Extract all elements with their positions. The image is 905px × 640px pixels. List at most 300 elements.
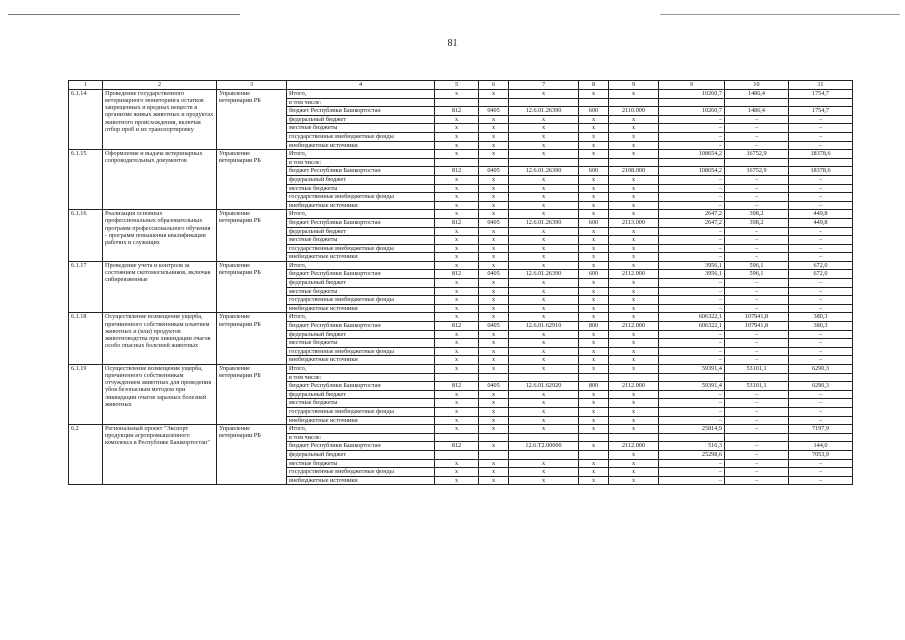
code-cell: x — [435, 356, 479, 365]
code-cell: x — [479, 210, 509, 219]
code-cell: x — [579, 236, 609, 245]
code-cell: x — [509, 132, 579, 141]
code-cell: 600 — [579, 218, 609, 227]
code-cell: x — [435, 244, 479, 253]
code-cell: x — [609, 356, 659, 365]
code-cell: x — [579, 90, 609, 99]
code-cell: x — [579, 347, 609, 356]
amount-cell: 7053,9 — [789, 450, 853, 459]
code-cell — [435, 433, 479, 442]
code-cell: x — [509, 124, 579, 133]
code-cell: x — [609, 425, 659, 434]
amount-cell: – — [789, 339, 853, 348]
amount-cell: – — [725, 236, 789, 245]
column-header: 5 — [435, 81, 479, 90]
amount-cell — [659, 373, 725, 382]
code-cell: 800 — [579, 322, 609, 331]
amount-cell: – — [725, 399, 789, 408]
code-cell: x — [479, 304, 509, 313]
code-cell: x — [609, 399, 659, 408]
funding-source-cell: Итого, — [287, 150, 435, 159]
amount-cell: – — [725, 425, 789, 434]
code-cell: x — [609, 339, 659, 348]
column-header: 8 — [579, 81, 609, 90]
code-cell: x — [579, 193, 609, 202]
amount-cell: – — [789, 184, 853, 193]
code-cell — [479, 433, 509, 442]
amount-cell: 596,1 — [725, 261, 789, 270]
code-cell: x — [609, 261, 659, 270]
code-cell — [579, 450, 609, 459]
code-cell: x — [609, 468, 659, 477]
code-cell: x — [435, 201, 479, 210]
code-cell: x — [509, 407, 579, 416]
amount-cell: – — [659, 141, 725, 150]
code-cell: 812 — [435, 107, 479, 116]
code-cell: x — [509, 365, 579, 374]
amount-cell: – — [659, 201, 725, 210]
funding-source-cell: внебюджетные источники — [287, 304, 435, 313]
code-cell: 12.6.01.62910 — [509, 322, 579, 331]
code-cell: x — [509, 416, 579, 425]
code-cell: 0405 — [479, 107, 509, 116]
amount-cell: 1486,4 — [725, 90, 789, 99]
code-cell: x — [479, 201, 509, 210]
code-cell: x — [435, 296, 479, 305]
amount-cell: 16752,9 — [725, 167, 789, 176]
code-cell: 0405 — [479, 218, 509, 227]
code-cell: x — [435, 227, 479, 236]
code-cell: x — [479, 339, 509, 348]
code-cell: x — [435, 132, 479, 141]
code-cell: x — [579, 287, 609, 296]
code-cell: x — [579, 442, 609, 451]
code-cell: x — [435, 313, 479, 322]
code-cell: x — [609, 347, 659, 356]
amount-cell: – — [725, 227, 789, 236]
section-code-cell: 6.1.19 — [69, 365, 103, 425]
amount-cell: 449,8 — [789, 210, 853, 219]
code-cell: 600 — [579, 270, 609, 279]
amount-cell: – — [725, 339, 789, 348]
amount-cell: 606322,1 — [659, 313, 725, 322]
code-cell: x — [579, 261, 609, 270]
amount-cell: 672,0 — [789, 261, 853, 270]
code-cell: x — [435, 236, 479, 245]
amount-cell: – — [725, 132, 789, 141]
code-cell: x — [509, 236, 579, 245]
amount-cell: – — [725, 124, 789, 133]
code-cell: x — [609, 416, 659, 425]
section-executor-cell: Управление ветеринарии РБ — [217, 365, 287, 425]
code-cell: x — [479, 184, 509, 193]
section-name-cell: Реализация основных профессиональных образовательных программ профессионального обучения - программ повышения квалификации рабочих и служащих — [103, 210, 217, 262]
amount-cell: 672,0 — [789, 270, 853, 279]
amount-cell: 2647,2 — [659, 210, 725, 219]
code-cell: x — [435, 304, 479, 313]
table-row — [69, 210, 853, 219]
code-cell: x — [435, 468, 479, 477]
table-row — [69, 261, 853, 270]
amount-cell: 516,3 — [659, 442, 725, 451]
code-cell: x — [435, 399, 479, 408]
code-cell: 12.6.T2.00000 — [509, 442, 579, 451]
column-header: 6 — [479, 81, 509, 90]
code-cell: 2110.000 — [609, 107, 659, 116]
code-cell: x — [479, 330, 509, 339]
amount-cell: 144,0 — [789, 442, 853, 451]
amount-cell — [659, 158, 725, 167]
amount-cell: – — [725, 184, 789, 193]
amount-cell: – — [789, 175, 853, 184]
code-cell: 12.6.01.26390 — [509, 270, 579, 279]
amount-cell: 2647,2 — [659, 218, 725, 227]
code-cell: x — [509, 339, 579, 348]
code-cell — [479, 450, 509, 459]
funding-source-cell: местные бюджеты — [287, 459, 435, 468]
amount-cell — [789, 158, 853, 167]
code-cell — [609, 433, 659, 442]
section-code-cell: 6.2 — [69, 425, 103, 485]
amount-cell: – — [725, 407, 789, 416]
funding-source-cell: в том числе: — [287, 433, 435, 442]
code-cell: x — [609, 184, 659, 193]
funding-source-cell: в том числе: — [287, 98, 435, 107]
code-cell: x — [435, 184, 479, 193]
code-cell: x — [479, 141, 509, 150]
code-cell: x — [479, 279, 509, 288]
code-cell: x — [509, 90, 579, 99]
funding-source-cell: внебюджетные источники — [287, 416, 435, 425]
funding-source-cell: государственные внебюджетные фонды — [287, 132, 435, 141]
column-header: 3 — [217, 81, 287, 90]
code-cell — [479, 98, 509, 107]
code-cell: x — [479, 253, 509, 262]
code-cell: x — [579, 390, 609, 399]
section-name-cell: Проведение учета и контроля за состоянием скотомогильников, включая сибиреязвенные — [103, 261, 217, 313]
funding-source-cell: государственные внебюджетные фонды — [287, 347, 435, 356]
funding-source-cell: государственные внебюджетные фонды — [287, 244, 435, 253]
amount-cell: – — [789, 416, 853, 425]
code-cell — [609, 98, 659, 107]
code-cell: x — [579, 175, 609, 184]
funding-source-cell: федеральный бюджет — [287, 227, 435, 236]
amount-cell: 10260,7 — [659, 107, 725, 116]
amount-cell: – — [659, 236, 725, 245]
column-header: 4 — [287, 81, 435, 90]
code-cell: x — [435, 279, 479, 288]
code-cell: x — [509, 244, 579, 253]
amount-cell: – — [659, 416, 725, 425]
amount-cell: – — [725, 476, 789, 485]
code-cell: x — [509, 287, 579, 296]
code-cell: x — [479, 313, 509, 322]
amount-cell — [659, 98, 725, 107]
code-cell: x — [509, 210, 579, 219]
section-executor-cell: Управление ветеринарии РБ — [217, 90, 287, 150]
amount-cell: – — [659, 227, 725, 236]
code-cell: x — [509, 468, 579, 477]
funding-source-cell: Итого, — [287, 313, 435, 322]
amount-cell: – — [789, 468, 853, 477]
code-cell: x — [435, 115, 479, 124]
amount-cell — [725, 158, 789, 167]
amount-cell: – — [725, 253, 789, 262]
column-header: 1 — [69, 81, 103, 90]
code-cell: x — [609, 244, 659, 253]
section-code-cell: 6.1.16 — [69, 210, 103, 262]
amount-cell: – — [659, 390, 725, 399]
amount-cell: – — [659, 330, 725, 339]
code-cell: 12.6.01.62920 — [509, 382, 579, 391]
amount-cell: 53101,1 — [725, 365, 789, 374]
code-cell: x — [435, 287, 479, 296]
code-cell: 12.6.01.26390 — [509, 167, 579, 176]
table-row — [69, 313, 853, 322]
amount-cell: – — [789, 347, 853, 356]
code-cell — [609, 373, 659, 382]
code-cell: x — [479, 244, 509, 253]
column-header: 9 — [609, 81, 659, 90]
code-cell: x — [479, 416, 509, 425]
code-cell: x — [509, 175, 579, 184]
amount-cell: – — [659, 459, 725, 468]
code-cell: x — [509, 356, 579, 365]
code-cell: x — [609, 365, 659, 374]
amount-cell: – — [789, 390, 853, 399]
funding-source-cell: местные бюджеты — [287, 399, 435, 408]
code-cell: 0405 — [479, 270, 509, 279]
amount-cell: – — [659, 296, 725, 305]
amount-cell: – — [789, 356, 853, 365]
funding-source-cell: федеральный бюджет — [287, 279, 435, 288]
amount-cell: 107941,8 — [725, 313, 789, 322]
code-cell: x — [479, 425, 509, 434]
amount-cell — [659, 433, 725, 442]
code-cell: x — [435, 347, 479, 356]
amount-cell: 3956,1 — [659, 270, 725, 279]
amount-cell: – — [725, 244, 789, 253]
code-cell: x — [509, 184, 579, 193]
code-cell: x — [509, 476, 579, 485]
code-cell: x — [579, 425, 609, 434]
code-cell: x — [435, 339, 479, 348]
code-cell: x — [479, 90, 509, 99]
amount-cell: – — [725, 330, 789, 339]
code-cell: x — [509, 399, 579, 408]
code-cell: 0405 — [479, 382, 509, 391]
code-cell — [609, 158, 659, 167]
amount-cell: 6290,3 — [789, 365, 853, 374]
code-cell: x — [609, 476, 659, 485]
code-cell: 2112.000 — [609, 442, 659, 451]
code-cell: x — [479, 236, 509, 245]
amount-cell: – — [659, 356, 725, 365]
amount-cell: 107941,8 — [725, 322, 789, 331]
amount-cell: – — [789, 330, 853, 339]
code-cell: x — [509, 261, 579, 270]
amount-cell: 380,3 — [789, 322, 853, 331]
code-cell: x — [579, 399, 609, 408]
amount-cell: – — [659, 476, 725, 485]
code-cell: x — [609, 304, 659, 313]
amount-cell: – — [725, 193, 789, 202]
code-cell: x — [435, 407, 479, 416]
amount-cell: – — [789, 287, 853, 296]
funding-source-cell: местные бюджеты — [287, 287, 435, 296]
code-cell: x — [479, 132, 509, 141]
funding-source-cell: федеральный бюджет — [287, 175, 435, 184]
amount-cell: – — [659, 468, 725, 477]
amount-cell: – — [789, 407, 853, 416]
code-cell: x — [509, 253, 579, 262]
amount-cell: 398,2 — [725, 210, 789, 219]
amount-cell: 7197,9 — [789, 425, 853, 434]
amount-cell: – — [659, 175, 725, 184]
code-cell: x — [579, 132, 609, 141]
code-cell: x — [435, 175, 479, 184]
amount-cell: 1754,7 — [789, 90, 853, 99]
code-cell: 2113.000 — [609, 218, 659, 227]
amount-cell — [725, 98, 789, 107]
code-cell: x — [509, 304, 579, 313]
amount-cell: 1754,7 — [789, 107, 853, 116]
code-cell: x — [579, 253, 609, 262]
amount-cell: 10260,7 — [659, 90, 725, 99]
code-cell: x — [579, 115, 609, 124]
code-cell: x — [609, 279, 659, 288]
funding-source-cell: бюджет Республики Башкортостан — [287, 270, 435, 279]
amount-cell: – — [725, 450, 789, 459]
section-code-cell: 6.1.17 — [69, 261, 103, 313]
code-cell: 12.6.01.26390 — [509, 107, 579, 116]
amount-cell: – — [659, 407, 725, 416]
code-cell: x — [479, 115, 509, 124]
amount-cell: 59391,4 — [659, 382, 725, 391]
code-cell — [579, 373, 609, 382]
funding-source-cell: местные бюджеты — [287, 184, 435, 193]
code-cell — [579, 433, 609, 442]
code-cell: x — [579, 124, 609, 133]
table-row — [69, 90, 853, 99]
amount-cell: – — [789, 476, 853, 485]
section-name-cell: Проведение государственного ветеринарного мониторинга остатков запрещенных и вредных веществ в организме живых животных и продуктах животного происхождения, включая отбор проб и их транспортировку — [103, 90, 217, 150]
amount-cell: – — [659, 132, 725, 141]
code-cell: x — [579, 296, 609, 305]
funding-source-cell: внебюджетные источники — [287, 476, 435, 485]
code-cell — [479, 373, 509, 382]
funding-source-cell: федеральный бюджет — [287, 390, 435, 399]
code-cell: x — [435, 210, 479, 219]
column-header: 10 — [725, 81, 789, 90]
code-cell — [435, 373, 479, 382]
code-cell: x — [435, 150, 479, 159]
amount-cell: 18378,6 — [789, 167, 853, 176]
amount-cell: – — [789, 279, 853, 288]
section-executor-cell: Управление ветеринарии РБ — [217, 150, 287, 210]
amount-cell: 398,2 — [725, 218, 789, 227]
amount-cell: – — [789, 124, 853, 133]
funding-source-cell: Итого, — [287, 425, 435, 434]
code-cell: x — [509, 347, 579, 356]
column-header: 11 — [789, 81, 853, 90]
column-header-row — [69, 81, 853, 90]
amount-cell: – — [725, 468, 789, 477]
code-cell — [509, 158, 579, 167]
code-cell: x — [509, 459, 579, 468]
funding-source-cell: местные бюджеты — [287, 236, 435, 245]
funding-source-cell: государственные внебюджетные фонды — [287, 296, 435, 305]
code-cell: x — [579, 476, 609, 485]
code-cell: 0405 — [479, 322, 509, 331]
code-cell: x — [609, 124, 659, 133]
amount-cell: – — [725, 356, 789, 365]
code-cell — [435, 98, 479, 107]
code-cell: x — [509, 279, 579, 288]
code-cell: x — [609, 150, 659, 159]
code-cell: 812 — [435, 442, 479, 451]
code-cell: 812 — [435, 167, 479, 176]
code-cell — [579, 98, 609, 107]
code-cell: x — [609, 236, 659, 245]
code-cell: x — [509, 227, 579, 236]
funding-source-cell: федеральный бюджет — [287, 330, 435, 339]
amount-cell: 16752,9 — [725, 150, 789, 159]
code-cell: x — [479, 296, 509, 305]
amount-cell: – — [725, 115, 789, 124]
code-cell: x — [609, 201, 659, 210]
amount-cell: – — [725, 416, 789, 425]
amount-cell: – — [725, 141, 789, 150]
code-cell: x — [579, 201, 609, 210]
code-cell: x — [579, 150, 609, 159]
code-cell: x — [435, 90, 479, 99]
code-cell: x — [479, 365, 509, 374]
funding-source-cell: федеральный бюджет — [287, 450, 435, 459]
code-cell: x — [435, 193, 479, 202]
section-code-cell: 6.1.14 — [69, 90, 103, 150]
budget-table — [68, 80, 853, 485]
code-cell: x — [579, 141, 609, 150]
amount-cell: – — [659, 347, 725, 356]
amount-cell: – — [789, 141, 853, 150]
code-cell: x — [609, 90, 659, 99]
amount-cell: 18378,6 — [789, 150, 853, 159]
code-cell — [509, 98, 579, 107]
code-cell: x — [509, 141, 579, 150]
code-cell: x — [435, 425, 479, 434]
code-cell: x — [479, 459, 509, 468]
code-cell: x — [609, 175, 659, 184]
table-body — [69, 81, 853, 485]
code-cell: x — [609, 227, 659, 236]
table-row — [69, 150, 853, 159]
code-cell: x — [579, 279, 609, 288]
code-cell: x — [609, 459, 659, 468]
code-cell: x — [609, 115, 659, 124]
amount-cell — [789, 433, 853, 442]
column-header: 2 — [103, 81, 217, 90]
code-cell — [509, 433, 579, 442]
amount-cell: – — [789, 132, 853, 141]
amount-cell: – — [725, 390, 789, 399]
code-cell — [435, 158, 479, 167]
funding-source-cell: государственные внебюджетные фонды — [287, 468, 435, 477]
amount-cell: 380,3 — [789, 313, 853, 322]
code-cell: 600 — [579, 107, 609, 116]
page-number: 81 — [447, 38, 458, 49]
code-cell: x — [479, 193, 509, 202]
